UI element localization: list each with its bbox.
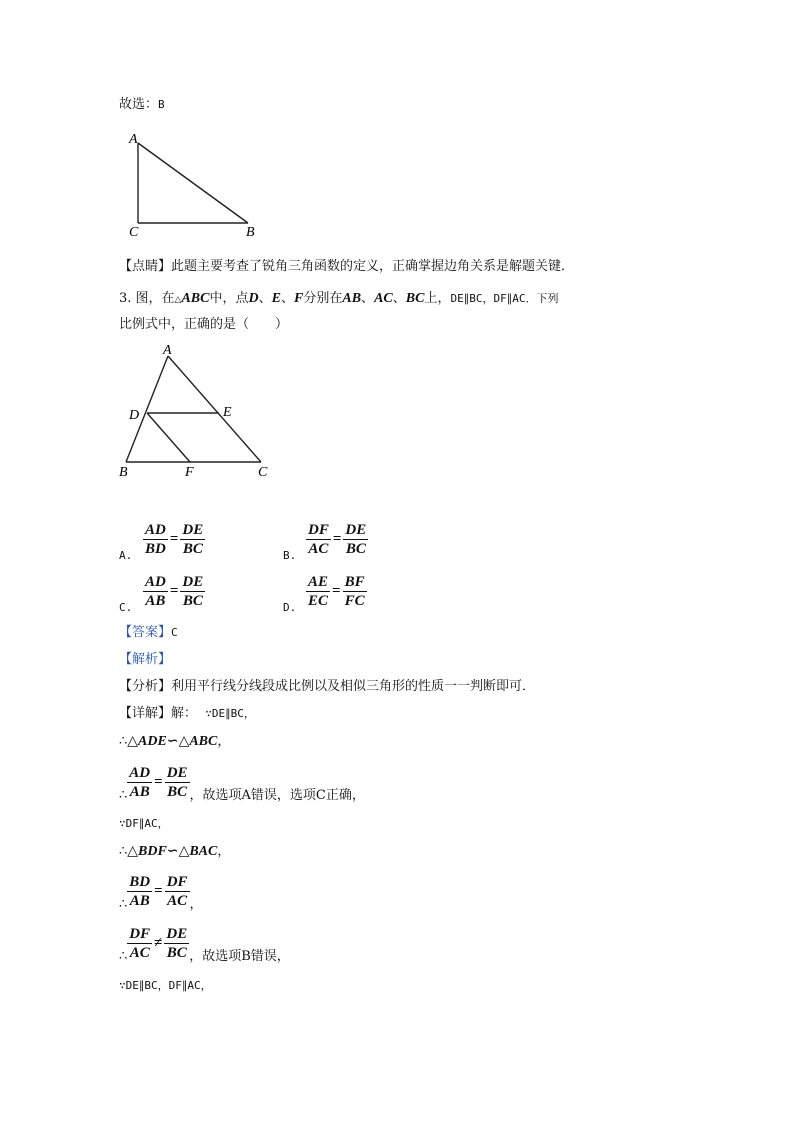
analysis-tag: 【解析】 <box>119 652 172 667</box>
fraction: $\frac{DE}{BC}$ <box>166 765 188 800</box>
detail-ratio2: ∴ $\frac{BD}{AB}$ = $\frac{DF}{AC}$ ， <box>119 874 203 912</box>
fraction: $\frac{AD}{AB}$ <box>145 574 166 609</box>
fraction: $\frac{AE}{EC}$ <box>308 574 329 609</box>
option-d-formula[interactable]: $\frac{AE}{EC}$ = $\frac{BF}{FC}$ <box>308 574 365 609</box>
option-a-formula[interactable]: $\frac{AD}{BD}$ = $\frac{DE}{BC}$ <box>145 522 204 557</box>
triangle-def-figure <box>112 338 282 483</box>
fraction: $\frac{DE}{BC}$ <box>182 574 204 609</box>
fraction: $\frac{DE}{BC}$ <box>345 522 367 557</box>
fraction: $\frac{AD}{BD}$ <box>145 522 166 557</box>
fenxi-line: 【分析】利用平行线分线段成比例以及相似三角形的性质一一判断即可． <box>119 679 536 694</box>
detail-line3: ∵DE∥BC，DF∥AC， <box>119 979 212 992</box>
fraction: $\frac{DE}{BC}$ <box>166 926 188 961</box>
point-e-label: E <box>223 405 232 420</box>
detail-line2: ∵DF∥AC， <box>119 817 169 830</box>
option-c-label[interactable]: C. <box>119 601 133 614</box>
detail-similar2: ∴△BDF∽△BAC， <box>119 844 231 859</box>
detail-similar1: ∴△ADE∽△ABC， <box>119 734 231 749</box>
fraction: $\frac{DE}{BC}$ <box>182 522 204 557</box>
segment-df <box>147 413 190 462</box>
fraction: $\frac{BF}{FC}$ <box>344 574 365 609</box>
point-d-label: D <box>129 408 140 423</box>
comment-line: 【点睛】此题主要考查了锐角三角函数的定义，正确掌握边角关系是解题关键． <box>119 259 575 274</box>
vertex-a-label: A <box>163 343 172 358</box>
option-b-formula[interactable]: $\frac{DF}{AC}$ = $\frac{DE}{BC}$ <box>308 522 367 557</box>
vertex-c-label: C <box>129 225 139 240</box>
detail-ratio3: ∴ $\frac{DF}{AC}$ ≠ $\frac{DE}{BC}$ ，故选项B错误， <box>119 926 290 964</box>
option-c-formula[interactable]: $\frac{AD}{AB}$ = $\frac{DE}{BC}$ <box>145 574 204 609</box>
side-ab <box>138 143 248 223</box>
side-ac <box>168 356 261 462</box>
vertex-a-label: A <box>129 132 138 147</box>
vertex-b-label: B <box>119 465 128 480</box>
answer-line: 【答案】C <box>119 625 178 640</box>
vertex-b-label: B <box>246 225 255 240</box>
option-a-label[interactable]: A. <box>119 549 133 562</box>
fraction: $\frac{BD}{AB}$ <box>129 874 151 909</box>
question-3-line1: 3. 图，在△ABC中，点D、E、F分别在AB、AC、BC上，DE∥BC，DF∥AC．下列 <box>119 291 559 306</box>
fraction: $\frac{DF}{AC}$ <box>308 522 329 557</box>
detail-line1: 【详解】解： ∵DE∥BC， <box>119 706 255 721</box>
point-f-label: F <box>185 465 194 480</box>
option-d-label[interactable]: D. <box>283 601 297 614</box>
question-3-line2: 比例式中，正确的是（ ） <box>119 317 289 332</box>
choose-line: 故选：B <box>119 97 165 112</box>
fraction: $\frac{DF}{AC}$ <box>129 926 151 961</box>
vertex-c-label: C <box>258 465 268 480</box>
detail-ratio1: ∴ $\frac{AD}{AB}$ = $\frac{DE}{BC}$ ，故选项A错误，选项C正确， <box>119 765 365 803</box>
fraction: $\frac{DF}{AC}$ <box>166 874 188 909</box>
right-triangle-figure <box>118 128 268 243</box>
fraction: $\frac{AD}{AB}$ <box>129 765 151 800</box>
option-b-label[interactable]: B. <box>283 549 297 562</box>
